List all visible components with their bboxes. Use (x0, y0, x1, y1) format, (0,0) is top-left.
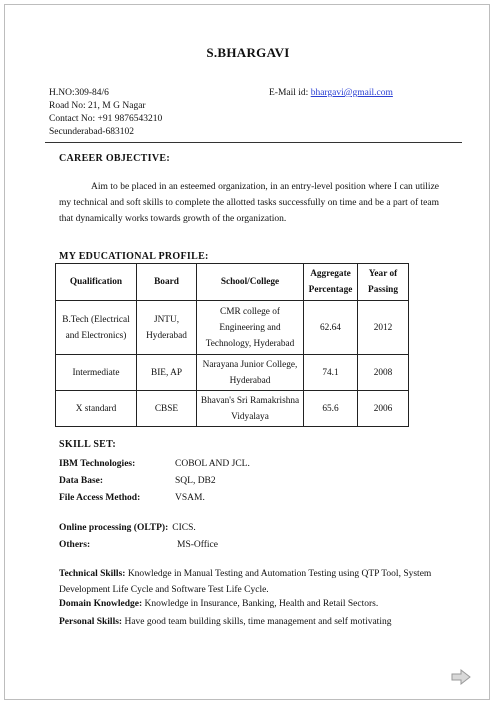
candidate-name: S.BHARGAVI (206, 45, 290, 60)
table-header-row (56, 264, 409, 301)
file-access-label: File Access Method: (59, 493, 141, 503)
qualification-cell: Intermediate (56, 355, 137, 391)
qualification-cell: B.Tech (Electrical and Electronics) (56, 301, 137, 355)
oltp-label: Online processing (OLTP): (59, 523, 169, 533)
year-cell: 2008 (358, 355, 409, 391)
email-link[interactable]: bhargavi@gmail.com (310, 88, 393, 98)
table-row (56, 301, 409, 355)
board-cell: BIE, AP (137, 355, 197, 391)
city-line: Secunderabad-683102 (49, 127, 134, 137)
aggregate-cell: 74.1 (304, 355, 358, 391)
aggregate-cell: 65.6 (304, 391, 358, 427)
skills-heading: SKILL SET: (59, 439, 117, 450)
file-access-value: VSAM. (175, 493, 205, 503)
oltp-row (59, 517, 196, 535)
education-heading: MY EDUCATIONAL PROFILE: (59, 251, 209, 262)
next-arrow-icon[interactable] (451, 669, 471, 685)
column-header: Aggregate Percentage (304, 264, 358, 301)
ibm-label: IBM Technologies: (59, 459, 136, 469)
personal-label: Personal Skills: (59, 617, 123, 627)
personal-skills (59, 617, 391, 627)
college-cell: Bhavan's Sri Ramakrishna Vidyalaya (197, 391, 304, 427)
oltp-value: CICS. (172, 523, 196, 533)
column-header: School/College (197, 264, 304, 301)
board-cell: JNTU, Hyderabad (137, 301, 197, 355)
career-objective-text (59, 179, 439, 227)
college-cell: Narayana Junior College, Hyderabad (197, 355, 304, 391)
database-label: Data Base: (59, 476, 104, 486)
domain-value: Knowledge in Insurance, Banking, Health and Retail Sectors. (144, 599, 379, 609)
address-line2: Road No: 21, M G Nagar (49, 101, 146, 111)
others-value: MS-Office (177, 540, 218, 550)
technical-label: Technical Skills: (59, 569, 126, 579)
contact-number: Contact No: +91 9876543210 (49, 114, 163, 124)
aggregate-cell: 62.64 (304, 301, 358, 355)
technical-skills (59, 566, 444, 598)
domain-label: Domain Knowledge: (59, 599, 143, 609)
qualification-cell: X standard (56, 391, 137, 427)
table-row (56, 391, 409, 427)
year-cell: 2012 (358, 301, 409, 355)
address-line1: H.NO:309-84/6 (49, 88, 109, 98)
technical-value: Knowledge in Manual Testing and Automation Testing using QTP Tool, System Development Life Cycle and Software Test Life Cycle. (59, 569, 432, 595)
year-cell: 2006 (358, 391, 409, 427)
column-header: Board (137, 264, 197, 301)
others-label: Others: (59, 540, 91, 550)
domain-knowledge (59, 599, 378, 609)
email-row (269, 87, 393, 101)
ibm-value: COBOL AND JCL. (175, 459, 250, 469)
header-divider (45, 142, 462, 143)
personal-value: Have good team building skills, time management and self motivating (124, 617, 392, 627)
database-value: SQL, DB2 (175, 476, 216, 486)
email-label: E-Mail id: (269, 88, 309, 98)
career-heading: CAREER OBJECTIVE: (59, 153, 170, 164)
college-cell: CMR college of Engineering and Technology, Hyderabad (197, 301, 304, 355)
table-row (56, 355, 409, 391)
board-cell: CBSE (137, 391, 197, 427)
resume-page (4, 4, 490, 700)
career-text: Aim to be placed in an esteemed organization, in an entry-level position where I can utilize my technical and soft skills to complete the allotted tasks successfully on time and be a part of team that dynamically works towards growth of the organization. (59, 182, 439, 224)
column-header: Qualification (56, 264, 137, 301)
column-header: Year of Passing (358, 264, 409, 301)
education-table (55, 263, 409, 427)
